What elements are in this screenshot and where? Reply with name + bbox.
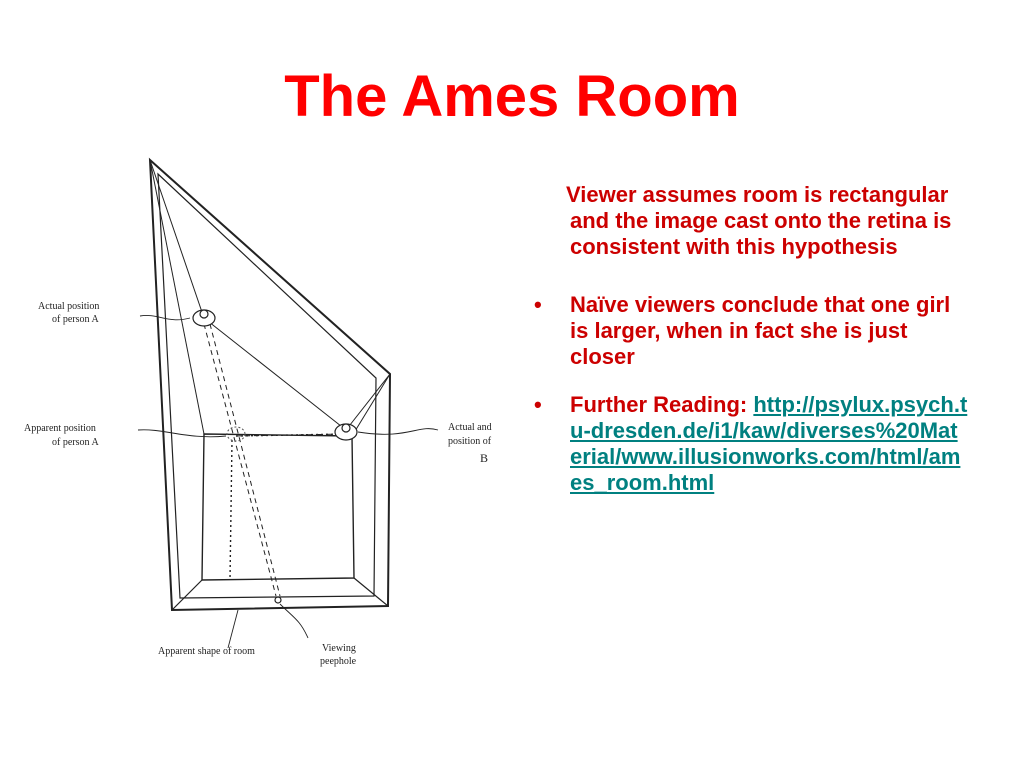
label-actual-b-letter: B bbox=[480, 451, 489, 465]
label-apparent-a-2: of person A bbox=[52, 437, 99, 448]
bullet-item-2 bbox=[528, 392, 968, 496]
bullet-marker: • bbox=[534, 292, 542, 317]
person-b-actual bbox=[335, 424, 357, 440]
label-peephole-2: peephole bbox=[320, 656, 357, 667]
label-actual-a-2: of person A bbox=[52, 314, 99, 325]
further-reading-label: Further Reading: bbox=[570, 392, 748, 417]
label-actual-a-1: Actual position bbox=[38, 301, 100, 312]
label-actual-b-1: Actual and bbox=[448, 422, 492, 433]
label-actual-b-2: position of bbox=[448, 436, 492, 447]
bullet-item-1 bbox=[528, 292, 968, 370]
label-apparent-a-1: Apparent position bbox=[24, 423, 96, 434]
intro-paragraph: Viewer assumes room is rectangular and the image cast onto the retina is consistent with this hypothesis bbox=[566, 182, 952, 259]
further-reading-link[interactable]: http://psylux.psych.tu-dresden.de/i1/kaw/diverses%20Material/www.illusionworks.com/html/ames_room.html bbox=[570, 392, 968, 495]
bullet-1-text: Naïve viewers conclude that one girl is larger, when in fact she is just closer bbox=[570, 292, 951, 369]
bullet-marker: • bbox=[534, 392, 542, 417]
label-peephole-1: Viewing bbox=[322, 643, 356, 654]
viewing-peephole bbox=[275, 597, 281, 603]
ames-room-diagram bbox=[18, 148, 508, 678]
person-a-actual bbox=[193, 310, 215, 326]
room-back-wall bbox=[202, 434, 354, 580]
slide-body bbox=[528, 182, 968, 518]
room-inner-outline bbox=[158, 174, 376, 598]
label-apparent-shape: Apparent shape of room bbox=[158, 646, 255, 657]
slide-title: The Ames Room bbox=[284, 64, 740, 129]
